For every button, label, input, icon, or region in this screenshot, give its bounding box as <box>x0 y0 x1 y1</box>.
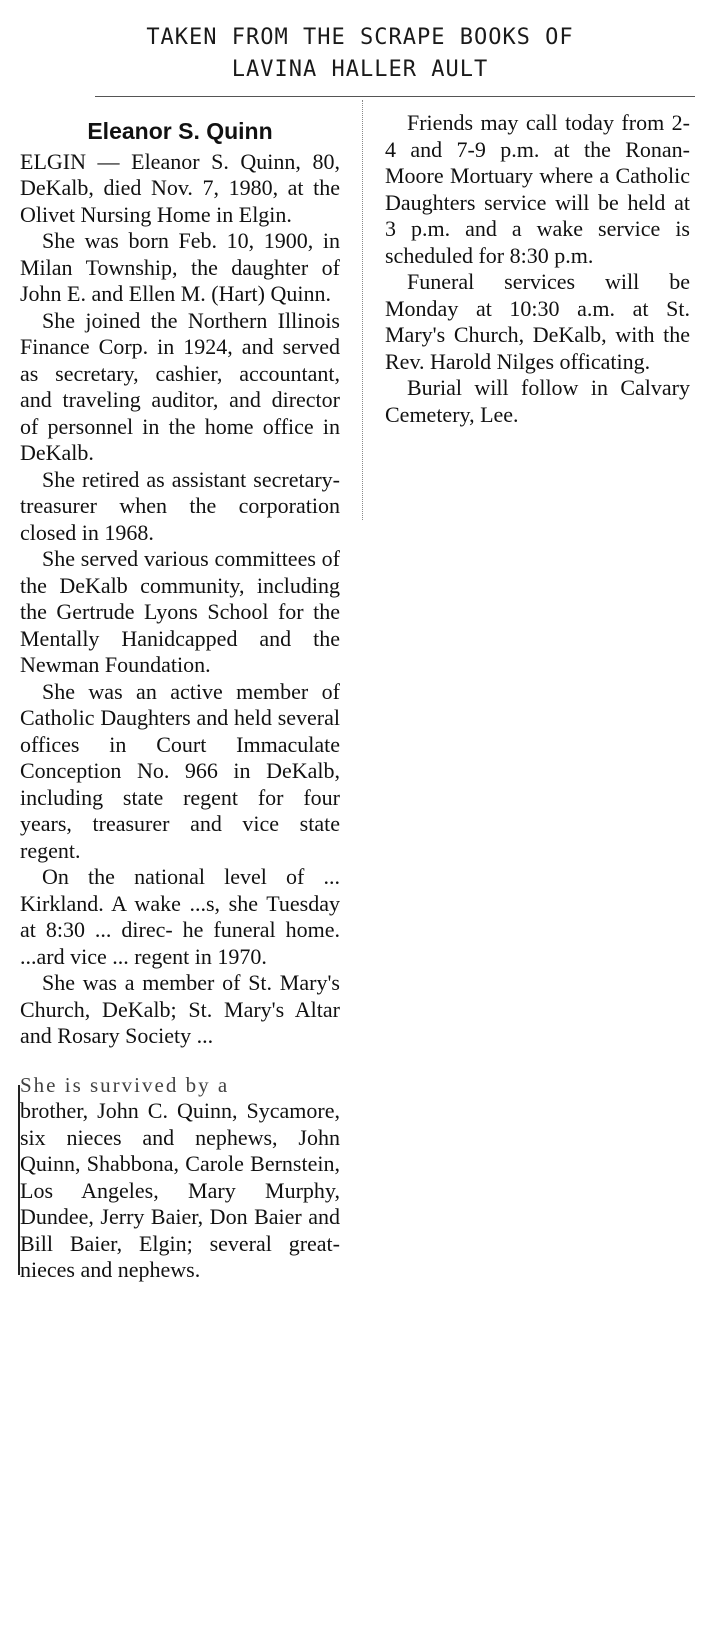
obituary-paragraph: brother, John C. Quinn, Sycamore, six nieces and nephews, John Quinn, Shabbona, Carole Bernstein, Los Angeles, Mary Murphy, Dundee, Jerry Baier, Don Baier and Bill Baier, Elgin; several great-nieces and nephews. <box>20 1098 340 1282</box>
obituary-paragraph: ELGIN — Eleanor S. Quinn, 80, DeKalb, died Nov. 7, 1980, at the Olivet Nursing Home in Elgin. <box>20 148 340 227</box>
obituary-paragraph: She was born Feb. 10, 1900, in Milan Township, the daughter of John E. and Ellen M. (Hart) Quinn. <box>20 228 340 306</box>
header-line-1: TAKEN FROM THE SCRAPE BOOKS OF <box>146 25 574 50</box>
obituary-paragraph: Friends may call today from 2-4 and 7-9 p.m. at the Ronan-Moore Mortuary where a Catholic Daughters service will be held at 3 p.m. and a wake service is scheduled for 8:30 p.m. <box>385 110 690 268</box>
obituary-paragraph: She was a member of St. Mary's Church, DeKalb; St. Mary's Altar and Rosary Society ... <box>20 970 340 1048</box>
obituary-paragraph: Burial will follow in Calvary Cemetery, Lee. <box>385 375 690 427</box>
column-separator <box>362 100 363 520</box>
scrapbook-header <box>0 22 720 86</box>
obituary-right-column <box>385 110 690 428</box>
obituary-paragraph: She joined the Northern Illinois Finance Corp. in 1924, and served as secretary, cashier, accountant, and traveling auditor, and director of personnel in the home office in DeKalb. <box>20 307 340 465</box>
obituary-paragraph: She retired as assistant secretary-treasurer when the corporation closed in 1968. <box>20 466 340 545</box>
obituary-paragraph: Funeral services will be Monday at 10:30 a.m. at St. Mary's Church, DeKalb, with the Rev. Harold Nilges officating. <box>385 269 690 374</box>
header-divider <box>95 96 695 97</box>
obituary-title: Eleanor S. Quinn <box>87 118 273 144</box>
obituary-left-column <box>20 118 340 1284</box>
obituary-paragraph: She served various committees of the DeKalb community, including the Gertrude Lyons School for the Mentally Hanidcapped and the Newman Foundation. <box>20 546 340 677</box>
obituary-paragraph: She was an active member of Catholic Daughters and held several offices in Court Immaculate Conception No. 966 in DeKalb, including state regent for four years, treasurer and vice state regent. <box>20 678 340 863</box>
obituary-paragraph-damaged: On the national level of ... Kirkland. A wake ...s, she Tuesday at 8:30 ... direc- he funeral home. ...ard vice ... regent in 1970. <box>20 864 340 969</box>
header-line-2: LAVINA HALLER AULT <box>231 57 489 82</box>
obituary-partial-line: She is survived by a <box>20 1072 230 1097</box>
